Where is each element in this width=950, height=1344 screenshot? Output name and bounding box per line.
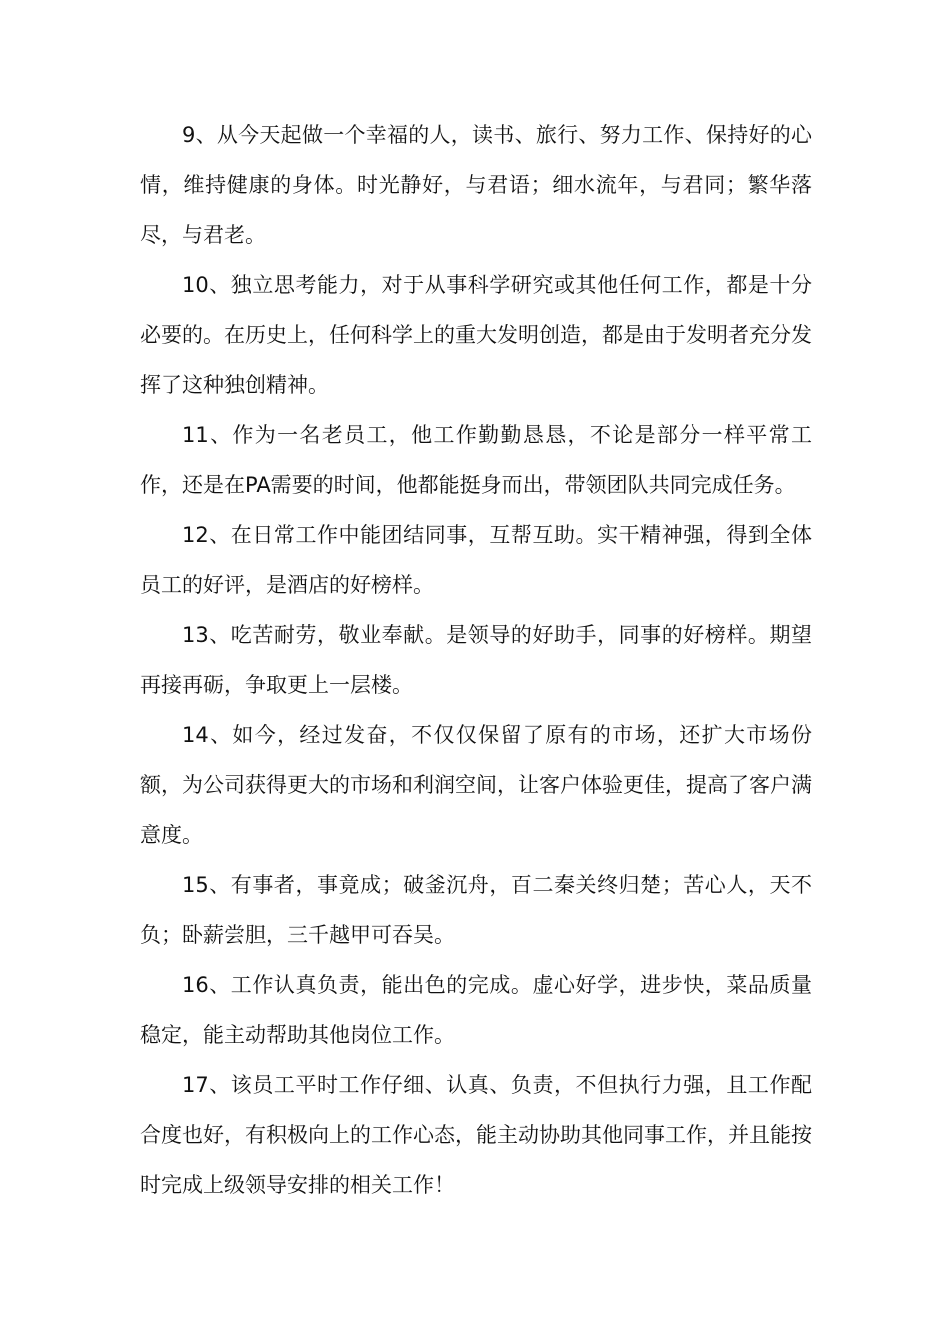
paragraph-15: 15、有事者，事竟成；破釜沉舟，百二秦关终归楚；苦心人，天不负；卧薪尝胆，三千越甲可吞吴。 — [140, 873, 812, 947]
paragraph-11: 11、作为一名老员工，他工作勤勤恳恳，不论是部分一样平常工作，还是在PA需要的时间，他都能挺身而出，带领团队共同完成任务。 — [140, 423, 812, 497]
paragraph-16: 16、工作认真负责，能出色的完成。虚心好学，进步快，菜品质量稳定，能主动帮助其他岗位工作。 — [140, 973, 812, 1047]
document-body — [140, 110, 812, 1210]
paragraph-12: 12、在日常工作中能团结同事，互帮互助。实干精神强，得到全体员工的好评，是酒店的好榜样。 — [140, 523, 812, 597]
paragraph-14: 14、如今，经过发奋，不仅仅保留了原有的市场，还扩大市场份额，为公司获得更大的市场和利润空间，让客户体验更佳，提高了客户满意度。 — [140, 723, 812, 847]
paragraph-13: 13、吃苦耐劳，敬业奉献。是领导的好助手，同事的好榜样。期望再接再砺，争取更上一层楼。 — [140, 623, 812, 697]
paragraph-10: 10、独立思考能力，对于从事科学研究或其他任何工作，都是十分必要的。在历史上，任何科学上的重大发明创造，都是由于发明者充分发挥了这种独创精神。 — [140, 273, 812, 397]
paragraph-9: 9、从今天起做一个幸福的人，读书、旅行、努力工作、保持好的心情，维持健康的身体。时光静好，与君语；细水流年，与君同；繁华落尽，与君老。 — [140, 123, 812, 247]
paragraph-17: 17、该员工平时工作仔细、认真、负责，不但执行力强，且工作配合度也好，有积极向上的工作心态，能主动协助其他同事工作，并且能按时完成上级领导安排的相关工作！ — [140, 1073, 812, 1197]
